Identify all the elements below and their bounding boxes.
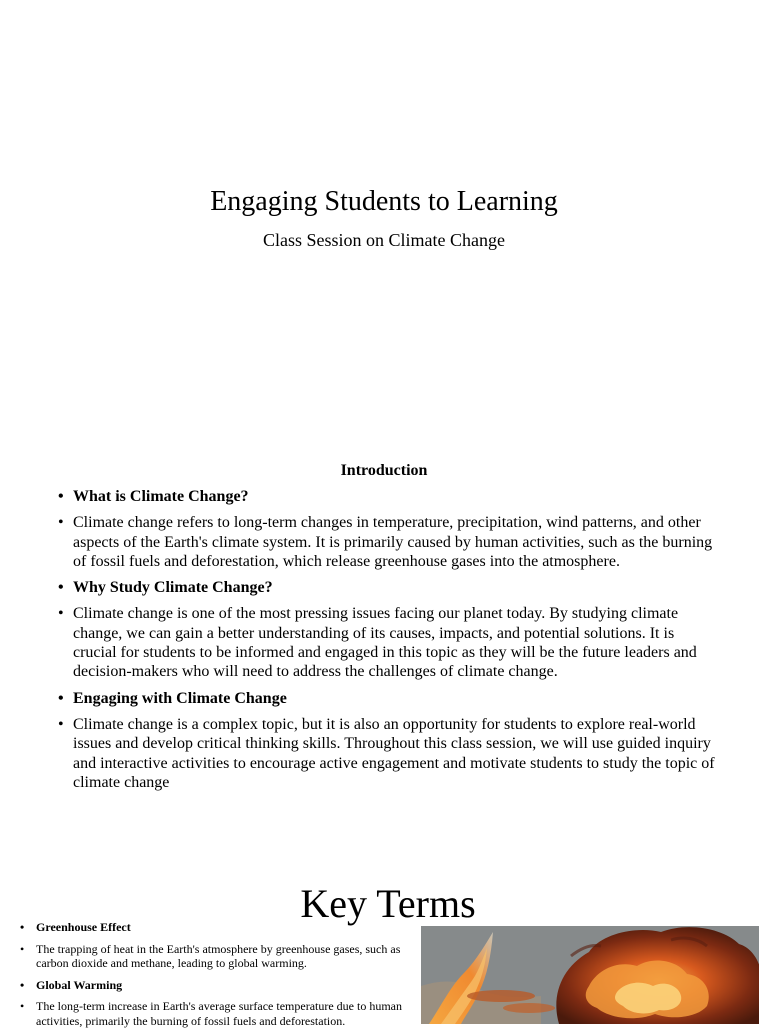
intro-item-why-study: • Why Study Climate Change? bbox=[58, 578, 718, 597]
term-global-warming-definition: • The long-term increase in Earth's average surface temperature due to human activities, primarily the burning of fossil fuels and deforestation. bbox=[20, 999, 412, 1028]
intro-item-engaging: • Engaging with Climate Change bbox=[58, 689, 718, 708]
key-terms-heading: Key Terms bbox=[300, 881, 476, 926]
term-greenhouse-effect-definition: • The trapping of heat in the Earth's atmosphere by greenhouse gases, such as carbon dioxide and methane, leading to global warming. bbox=[20, 942, 412, 971]
page-subtitle: Class Session on Climate Change bbox=[263, 230, 505, 250]
climate-illustration-image bbox=[421, 926, 759, 1024]
intro-item-definition: • Climate change refers to long-term changes in temperature, precipitation, wind patterns, and other aspects of the Earth's climate system. It is primarily caused by human activities, such as the burning of fossil fuels and deforestation, which release greenhouse gases into the atmosphere. bbox=[58, 513, 718, 571]
term-global-warming: • Global Warming bbox=[20, 978, 412, 993]
fire-smoke-illustration-icon bbox=[421, 926, 759, 1024]
key-terms-list bbox=[20, 920, 412, 1035]
introduction-heading: Introduction bbox=[340, 462, 428, 479]
page-title: Engaging Students to Learning bbox=[210, 186, 558, 217]
intro-item-importance: • Climate change is one of the most pressing issues facing our planet today. By studying climate change, we can gain a better understanding of its causes, impacts, and potential solutions. It is crucial for students to be informed and engaged in this topic as they will be the future leaders and decision-makers who will need to address the challenges of climate change. bbox=[58, 604, 718, 681]
intro-item-engagement-details: • Climate change is a complex topic, but it is also an opportunity for students to explore real-world issues and develop critical thinking skills. Throughout this class session, we will use guided inquiry and interactive activities to encourage active engagement and motivate students to study the topic of climate change bbox=[58, 715, 718, 792]
intro-item-what-is-climate-change: • What is Climate Change? bbox=[58, 487, 718, 506]
term-greenhouse-effect: • Greenhouse Effect bbox=[20, 920, 412, 935]
introduction-list bbox=[58, 487, 718, 799]
